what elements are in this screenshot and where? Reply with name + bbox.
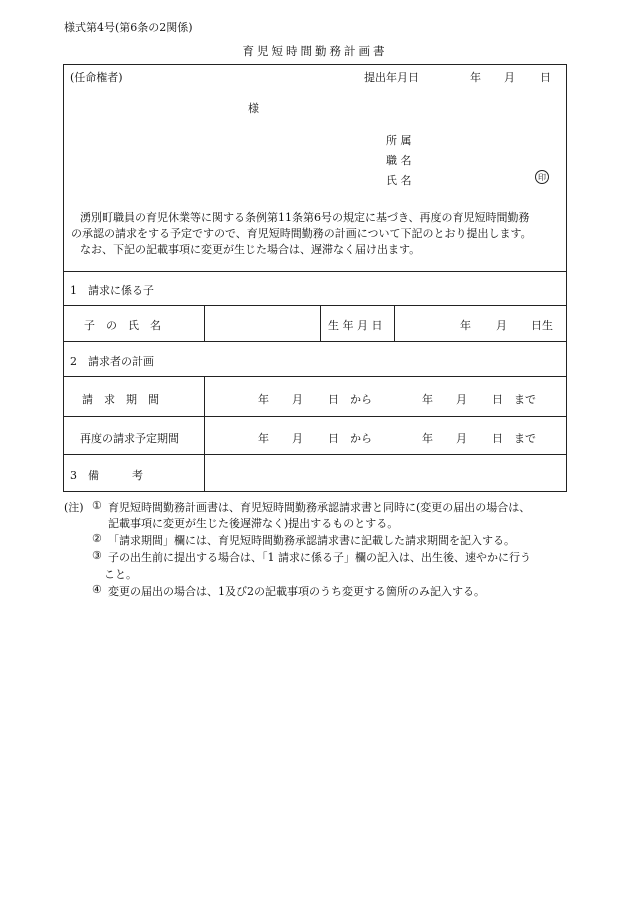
note-1-mark: ① [92, 499, 102, 512]
period-label: 請 求 期 間 [82, 393, 159, 406]
submission-year: 年 [470, 71, 481, 84]
statement-line-2: の承認の請求をする予定ですので、育児短時間勤務の計画について下記のとおり提出します。 [71, 227, 532, 240]
note-2-line-1: 「請求期間」欄には、育児短時間勤務承認請求書に記載した請求期間を記入する。 [108, 534, 515, 547]
child-name-label: 子 の 氏 名 [84, 319, 161, 332]
birth-col-divider-left [320, 305, 321, 341]
period-from-word: から [350, 393, 372, 406]
planned-period-label: 再度の請求予定期間 [80, 432, 179, 445]
note-3-line-2: こと。 [104, 568, 137, 581]
divider-planned-row [63, 416, 567, 417]
period-to-month: 月 [456, 393, 467, 406]
note-3-mark: ③ [92, 549, 102, 562]
period-to-year: 年 [422, 393, 433, 406]
birth-col-divider-right [394, 305, 395, 341]
section2-heading: 2 請求者の計画 [70, 355, 154, 368]
note-1-line-2: 記載事項に変更が生じた後遅滞なく)提出するものとする。 [108, 517, 399, 530]
planned-from-day: 日 [328, 432, 339, 445]
birth-year: 年 [460, 319, 471, 332]
section1-heading: 1 請求に係る子 [70, 284, 154, 297]
department-label: 所 属 [386, 134, 412, 147]
name-label: 氏 名 [386, 174, 412, 187]
statement-line-3: なお、下記の記載事項に変更が生じた場合は、遅滞なく届け出ます。 [80, 243, 421, 256]
period-from-year: 年 [258, 393, 269, 406]
period-to-word: まで [514, 393, 536, 406]
position-label: 職 名 [386, 154, 412, 167]
birth-date-label: 生 年 月 日 [328, 319, 383, 332]
plan-col-divider [204, 376, 205, 492]
birth-month: 月 [496, 319, 507, 332]
planned-to-year: 年 [422, 432, 433, 445]
divider-section1 [63, 271, 567, 272]
statement-line-1: 湧別町職員の育児休業等に関する条例第11条第6号の規定に基づき、再度の育児短時間勤務 [80, 211, 530, 224]
note-1-line-1: 育児短時間勤務計画書は、育児短時間勤務承認請求書と同時に(変更の届出の場合は、 [108, 501, 531, 514]
planned-from-word: から [350, 432, 372, 445]
note-2-mark: ② [92, 532, 102, 545]
divider-section2 [63, 341, 567, 342]
child-col-divider [204, 305, 205, 341]
period-from-month: 月 [292, 393, 303, 406]
divider-remarks-row [63, 454, 567, 455]
form-number: 様式第4号(第6条の2関係) [64, 21, 193, 34]
submission-month: 月 [504, 71, 515, 84]
note-4-line-1: 変更の届出の場合は、1及び2の記載事項のうち変更する箇所のみ記入する。 [108, 585, 485, 598]
document-title: 育児短時間勤務計画書 [242, 44, 388, 58]
divider-period-row [63, 376, 567, 377]
appointer-label: (任命権者) [70, 71, 123, 84]
planned-to-month: 月 [456, 432, 467, 445]
note-4-mark: ④ [92, 583, 102, 596]
planned-to-word: まで [514, 432, 536, 445]
period-to-day: 日 [492, 393, 503, 406]
remarks-heading: 3 備 考 [70, 469, 143, 482]
submission-date-label: 提出年月日 [364, 71, 419, 84]
period-from-day: 日 [328, 393, 339, 406]
form-table [63, 64, 567, 492]
seal-icon: 印 [535, 170, 549, 184]
birth-day: 日生 [531, 319, 553, 332]
note-3-line-1: 子の出生前に提出する場合は、「1 請求に係る子」欄の記入は、出生後、速やかに行う [108, 551, 531, 564]
planned-to-day: 日 [492, 432, 503, 445]
planned-from-year: 年 [258, 432, 269, 445]
planned-from-month: 月 [292, 432, 303, 445]
divider-child-row [63, 305, 567, 306]
honorific: 様 [248, 102, 259, 115]
notes-prefix: (注) [64, 501, 84, 514]
submission-day: 日 [540, 71, 551, 84]
